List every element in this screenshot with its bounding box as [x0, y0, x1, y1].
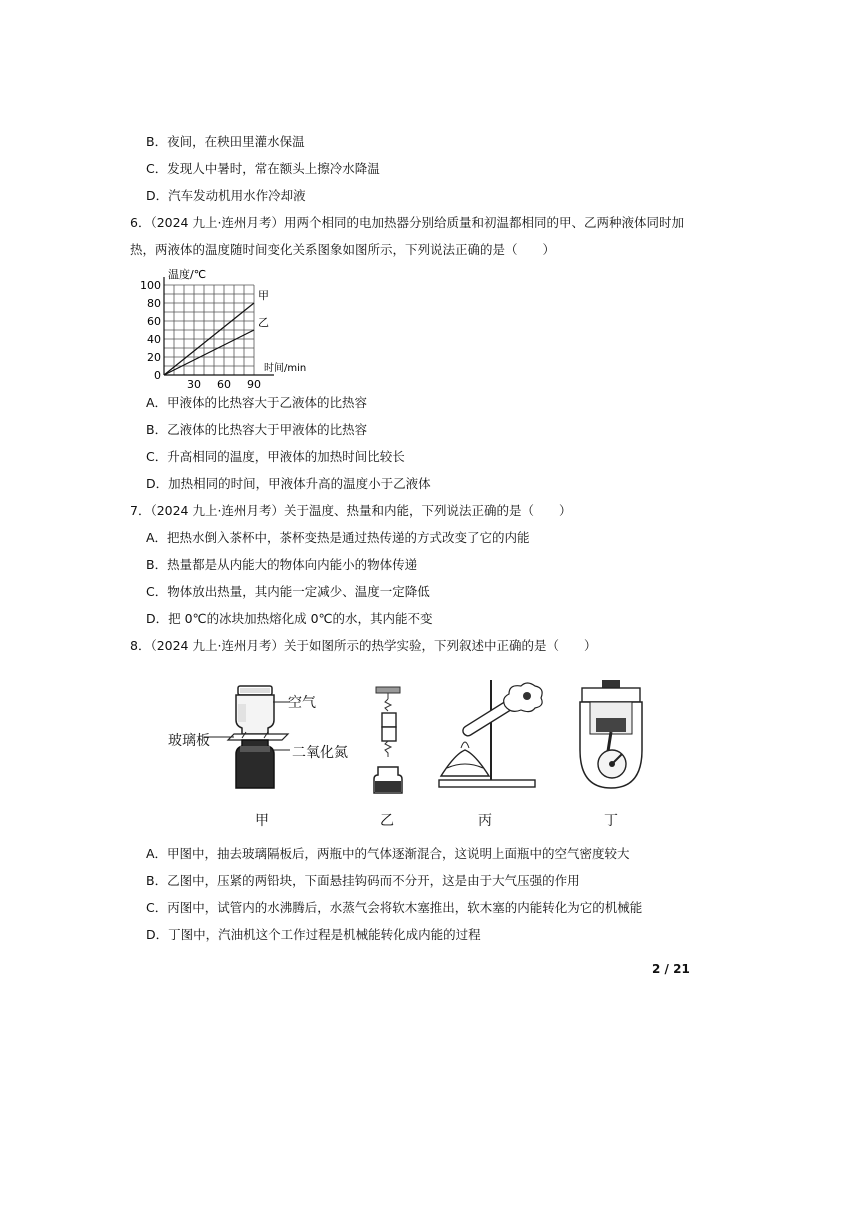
q8-option-a: A．甲图中，抽去玻璃隔板后，两瓶中的气体逐渐混合，这说明上面瓶中的空气密度较大: [146, 846, 630, 861]
page-number: 2 / 21: [652, 962, 690, 976]
figure-diffusion: [160, 680, 360, 795]
q5-option-b: B．夜间，在秧田里灌水保温: [146, 134, 305, 149]
q6-stem-line1: 6．（2024 九上·连州月考）用两个相同的电加热器分别给质量和初温都相同的甲、乙两种液体同时加: [130, 215, 684, 230]
q6-option-a: A．甲液体的比热容大于乙液体的比热容: [146, 395, 368, 410]
y-tick-label: 80: [147, 297, 161, 310]
x-tick-label: 90: [247, 378, 261, 390]
panel-label-yi: 乙: [380, 813, 394, 829]
figure-engine: [576, 678, 646, 794]
q8-option-d: D．丁图中，汽油机这个工作过程是机械能转化成内能的过程: [146, 927, 481, 942]
panel-label-ding: 丁: [604, 813, 618, 829]
panel-label-jia: 甲: [255, 813, 269, 829]
series-label-2: 乙: [258, 316, 269, 329]
series-label-1: 甲: [258, 289, 269, 302]
y-tick-label: 60: [147, 315, 161, 328]
x-axis-label: 时间/min: [264, 363, 307, 374]
q5-option-d: D．汽车发动机用水作冷却液: [146, 188, 306, 203]
q8-option-c: C．丙图中，试管内的水沸腾后，水蒸气会将软木塞推出，软木塞的内能转化为它的机械能: [146, 900, 643, 915]
series-line-2: [164, 330, 254, 375]
x-tick-label: 30: [187, 378, 201, 390]
q6-option-b: B．乙液体的比热容大于甲液体的比热容: [146, 422, 368, 437]
q7-option-c: C．物体放出热量，其内能一定减少、温度一定降低: [146, 584, 430, 599]
q6-option-d: D．加热相同的时间，甲液体升高的温度小于乙液体: [146, 476, 431, 491]
q6-stem-line2: 热，两液体的温度随时间变化关系图象如图所示，下列说法正确的是（ ）: [130, 242, 556, 257]
q8-stem: 8．（2024 九上·连州月考）关于如图所示的热学实验，下列叙述中正确的是（ ）: [130, 638, 597, 653]
y-tick-label: 20: [147, 351, 161, 364]
y-tick-label: 100: [140, 279, 161, 292]
q5-option-c: C．发现人中暑时，常在额头上擦冷水降温: [146, 161, 380, 176]
label-no2: 二氧化氮: [292, 745, 348, 761]
y-axis-label: 温度/℃: [168, 268, 207, 281]
q6-option-c: C．升高相同的温度，甲液体的加热时间比较长: [146, 449, 405, 464]
q7-option-d: D．把 0℃的冰块加热熔化成 0℃的水，其内能不变: [146, 611, 433, 626]
q8-option-b: B．乙图中，压紧的两铅块，下面悬挂钩码而不分开，这是由于大气压强的作用: [146, 873, 580, 888]
temperature-time-chart: [138, 262, 308, 390]
x-tick-label: 60: [217, 378, 231, 390]
panel-label-bing: 丙: [478, 813, 492, 829]
q7-option-b: B．热量都是从内能大的物体向内能小的物体传递: [146, 557, 418, 572]
q7-option-a: A．把热水倒入茶杯中，茶杯变热是通过热传递的方式改变了它的内能: [146, 530, 530, 545]
label-glass-plate: 玻璃板: [168, 733, 210, 749]
figure-lead-blocks: [368, 685, 408, 795]
q7-stem: 7．（2024 九上·连州月考）关于温度、热量和内能，下列说法正确的是（ ）: [130, 503, 572, 518]
y-tick-label: 40: [147, 333, 161, 346]
label-air: 空气: [288, 695, 316, 711]
figure-test-tube: [435, 678, 545, 790]
y-tick-label: 0: [154, 369, 161, 382]
